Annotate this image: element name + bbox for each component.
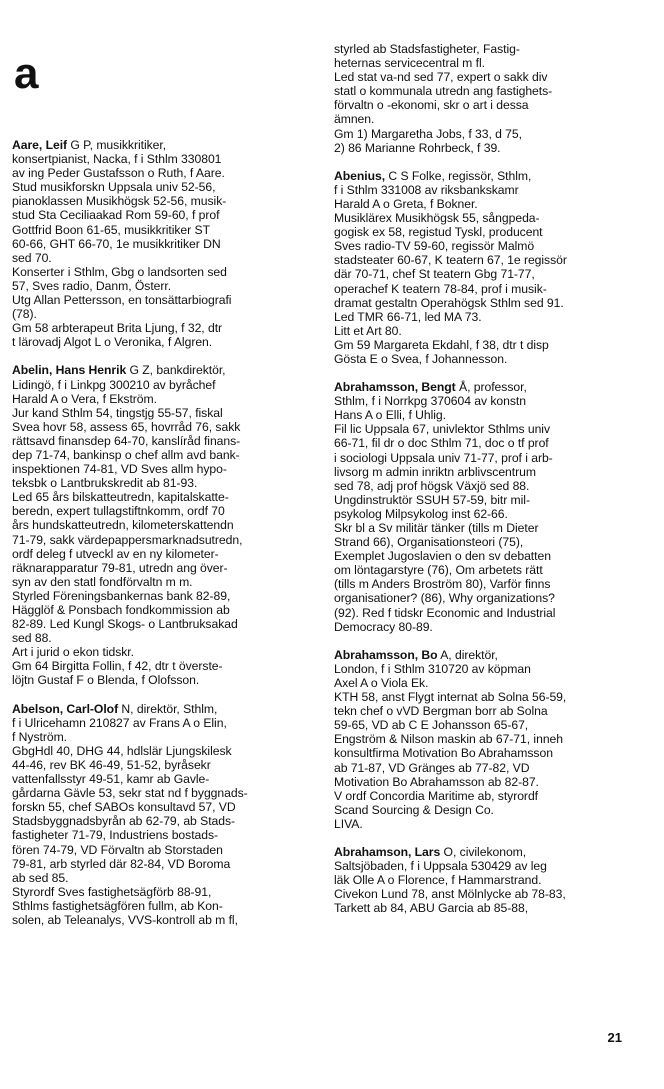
entry-line	[12, 716, 312, 730]
entry-line	[12, 321, 312, 335]
entry-line	[12, 857, 312, 871]
entry-line	[334, 718, 634, 732]
entry-text: 57, Sves radio, Danm, Österr.	[12, 278, 172, 293]
entry-text: beredn, expert tullagstiftnkomm, ordf 70	[12, 504, 225, 519]
entry-line	[334, 465, 634, 479]
entry-line	[334, 775, 634, 789]
entry-line	[12, 603, 312, 617]
entry-text: f i Ulricehamn 210827 av Frans A o Elin,	[12, 715, 227, 730]
entry-line	[12, 871, 312, 885]
entry-text: f Nyström.	[12, 729, 68, 744]
entry-text: ab 71-87, VD Gränges ab 77-82, VD	[334, 760, 530, 775]
entry-text: Harald A o Vera, f Ekström.	[12, 391, 157, 406]
entry-text: forskn 55, chef SABOs konsultavd 57, VD	[12, 800, 236, 815]
entry-line	[334, 310, 634, 324]
entry-line	[334, 169, 634, 183]
entry-text: Art i jurid o ekon tidskr.	[12, 645, 134, 660]
entry-line	[12, 307, 312, 321]
entry-line	[334, 676, 634, 690]
entry-line	[334, 436, 634, 450]
entry-text: G P, musikkritiker,	[67, 138, 167, 152]
entry-line	[12, 363, 312, 377]
entry-text: Sthlms fastighetsägfören fullm, ab Kon-	[12, 898, 223, 913]
entry-text: års hundskatteutredn, kilometerskattendn	[12, 518, 234, 533]
entry-line	[12, 885, 312, 899]
entry-line	[12, 758, 312, 772]
entry-text: konsertpianist, Nacka, f i Sthlm 330801	[12, 152, 222, 167]
entry-text: GbgHdl 40, DHG 44, hdlslär Ljungskilesk	[12, 743, 232, 758]
entry-text: Led TMR 66-71, led MA 73.	[334, 309, 482, 324]
entry-line	[334, 338, 634, 352]
entry-text: ordf deleg f utveckl av en ny kilometer-	[12, 546, 219, 561]
entry-text: Scand Sourcing & Design Co.	[334, 802, 494, 817]
entry-line	[12, 843, 312, 857]
entry-text: Skr bl a Sv militär tänker (tills m Dieter	[334, 521, 539, 535]
entry-line	[334, 549, 634, 563]
entry-text: Styrordf Sves fastighetsägförb 88-91,	[12, 884, 212, 899]
entry-name: Abrahamsson, Bengt	[334, 380, 456, 395]
entry-line	[12, 152, 312, 166]
entry-line	[12, 504, 312, 518]
entry-line	[334, 859, 634, 873]
entry-line	[12, 899, 312, 913]
entry-text: V ordf Concordia Maritime ab, styrordf	[334, 788, 539, 803]
entry-line	[334, 732, 634, 746]
entry-name: Abelin, Hans Henrik	[12, 363, 127, 378]
entry-text: stud Sta Ceciliaakad Rom 59-60, f prof	[12, 208, 220, 223]
entry-text: statl o kommunala utredn ang fastighets-	[334, 84, 553, 99]
entry-text: Engström & Nilson maskin ab 67-71, inneh	[334, 732, 564, 747]
entry-text: sed 78, adj prof högsk Växjö sed 88.	[334, 478, 530, 493]
entry-line	[12, 293, 312, 307]
entry-line	[334, 479, 634, 493]
entry-text: G Z, bankdirektör,	[126, 363, 226, 378]
biography-entry	[334, 648, 634, 831]
entry-text: t lärovadj Algot L o Veronika, f Algren.	[12, 335, 213, 350]
biography-entry	[12, 138, 312, 349]
entry-line	[334, 225, 634, 239]
left-column	[12, 0, 312, 941]
right-entries	[334, 42, 634, 915]
entry-line	[12, 420, 312, 434]
entry-line	[334, 197, 634, 211]
entry-text: Lidingö, f i Linkpg 300210 av byråchef	[12, 377, 216, 392]
entry-line	[12, 575, 312, 589]
biography-entry	[12, 702, 312, 928]
entry-text: fastigheter 71-79, Industriens bostads-	[12, 828, 219, 843]
entry-line	[334, 56, 634, 70]
entry-text: Saltsjöbaden, f i Uppsala 530429 av leg	[334, 859, 547, 874]
entry-text: dramat gestaltn Operahögsk Sthlm sed 91.	[334, 295, 564, 310]
entry-text: inspektionen 74-81, VD Sves allm hypo-	[12, 462, 227, 477]
entry-text: Hans A o Elli, f Uhlig.	[334, 408, 446, 423]
entry-line	[12, 828, 312, 842]
entry-line	[12, 265, 312, 279]
entry-text: Harald A o Greta, f Bokner.	[334, 196, 478, 211]
entry-text: Gm 58 arbterapeut Brita Ljung, f 32, dtr	[12, 321, 223, 336]
page-number: 21	[607, 1030, 622, 1045]
entry-line	[334, 42, 634, 56]
entry-text: Led 65 års bilskatteutredn, kapitalskatte-	[12, 490, 229, 505]
entry-text: (tills m Anders Broström 80), Varför finns	[334, 577, 551, 592]
entry-line	[334, 507, 634, 521]
entry-text: Ungdinstruktör SSUH 57-59, bitr mil-	[334, 492, 530, 507]
entry-line	[334, 648, 634, 662]
entry-line	[12, 730, 312, 744]
entry-line	[12, 138, 312, 152]
entry-text: av ing Peder Gustafsson o Ruth, f Aare.	[12, 166, 225, 181]
entry-text: löjtn Gustaf F o Blenda, f Olofsson.	[12, 673, 200, 688]
entry-line	[334, 704, 634, 718]
entry-line	[12, 659, 312, 673]
entry-line	[12, 378, 312, 392]
entry-text: pianoklassen Musikhögsk 52-56, musik-	[12, 194, 227, 209]
entry-line	[334, 408, 634, 422]
entry-text: 60-66, GHT 66-70, 1e musikkritiker DN	[12, 236, 221, 251]
entry-line	[334, 70, 634, 84]
entry-line	[12, 631, 312, 645]
entry-text: f i Sthlm 331008 av riksbankskamr	[334, 182, 519, 197]
entry-text: (92). Red f tidskr Economic and Industrial	[334, 605, 556, 620]
entry-name: Aare, Leif	[12, 138, 68, 152]
entry-line	[334, 873, 634, 887]
entry-line	[12, 617, 312, 631]
entry-line	[12, 448, 312, 462]
entry-text: Axel A o Viola Ek.	[334, 675, 429, 690]
entry-text: teksbk o Lantbrukskredit ab 81-93.	[12, 476, 198, 491]
entry-line	[12, 392, 312, 406]
entry-line	[334, 239, 634, 253]
entry-text: Stud musikforskn Uppsala univ 52-56,	[12, 180, 216, 195]
entry-line	[334, 521, 634, 535]
entry-text: N, direktör, Sthlm,	[118, 701, 218, 716]
entry-line	[12, 744, 312, 758]
entry-text: Å, professor,	[455, 380, 527, 395]
entry-text: Civekon Lund 78, anst Mölnlycke ab 78-83,	[334, 887, 566, 902]
entry-line	[334, 591, 634, 605]
entry-line	[12, 547, 312, 561]
entry-text: psykolog Milpsykolog inst 62-66.	[334, 506, 508, 521]
entry-line	[12, 673, 312, 687]
entry-text: 44-46, rev BK 46-49, 51-52, byråsekr	[12, 757, 211, 772]
entry-text: solen, ab Teleanalys, VVS-kontroll ab m fl,	[12, 912, 238, 927]
entry-text: Fil lic Uppsala 67, univlektor Sthlms univ	[334, 422, 551, 437]
right-column	[334, 42, 634, 929]
entry-text: Styrled Föreningsbankernas bank 82-89,	[12, 588, 231, 603]
entry-line	[334, 422, 634, 436]
entry-line	[12, 518, 312, 532]
entry-line	[334, 746, 634, 760]
entry-text: styrled ab Stadsfastigheter, Fastig-	[334, 42, 520, 56]
entry-name: Abrahamsson, Bo	[334, 647, 438, 662]
entry-text: vattenfallsstyr 49-51, kamr ab Gavle-	[12, 772, 210, 787]
entry-text: Musiklärex Musikhögsk 55, sångpeda-	[334, 211, 540, 226]
biography-entry	[334, 169, 634, 366]
entry-text: räknarapparatur 79-81, utredn ang över-	[12, 560, 228, 575]
entry-line	[12, 237, 312, 251]
entry-line	[334, 620, 634, 634]
entry-text: Motivation Bo Abrahamsson ab 82-87.	[334, 774, 539, 789]
entry-text: tekn chef o vVD Bergman borr ab Solna	[334, 704, 548, 719]
entry-text: Hägglöf & Ponsbach fondkommission ab	[12, 603, 230, 617]
entry-line	[12, 490, 312, 504]
entry-text: O, civilekonom,	[440, 844, 527, 859]
entry-text: heternas servicecentral m fl.	[334, 56, 485, 71]
entry-line	[12, 772, 312, 786]
entry-text: Gm 1) Margaretha Jobs, f 33, d 75,	[334, 126, 522, 141]
entry-text: 66-71, fil dr o doc Sthlm 71, doc o tf prof	[334, 436, 549, 451]
entry-text: 2) 86 Marianne Rohrbeck, f 39.	[334, 140, 501, 155]
entry-text: om löntagarstyre (76), Om arbetets rätt	[334, 563, 543, 578]
entry-line	[334, 761, 634, 775]
entry-line	[334, 98, 634, 112]
entry-line	[12, 335, 312, 349]
entry-text: sed 88.	[12, 631, 52, 646]
entry-text: Democracy 80-89.	[334, 619, 433, 634]
entry-text: Gottfrid Boon 61-65, musikkritiker ST	[12, 222, 210, 237]
biography-entry	[334, 380, 634, 634]
entry-line	[334, 84, 634, 98]
entry-text: livsorg m admin inriktn arblivscentrum	[334, 464, 536, 479]
entry-line	[334, 535, 634, 549]
entry-text: sed 70.	[12, 250, 52, 265]
entry-line	[334, 267, 634, 281]
entry-text: dep 71-74, bankinsp o chef allm avd bank-	[12, 447, 240, 462]
entry-text: ämnen.	[334, 112, 375, 127]
entry-text: syn av den statl fondförvaltn m m.	[12, 574, 193, 589]
entry-name: Abelson, Carl-Olof	[12, 701, 119, 716]
entry-line	[12, 462, 312, 476]
entry-text: Konserter i Sthlm, Gbg o landsorten sed	[12, 264, 227, 279]
entry-text: gårdarna Gävle 53, sekr stat nd f byggnads-	[12, 786, 248, 801]
entry-text: i sociologi Uppsala univ 71-77, prof i arb-	[334, 450, 553, 465]
entry-text: (78).	[12, 307, 37, 322]
entry-line	[12, 476, 312, 490]
entry-text: Svea hovr 58, assess 65, hovrråd 76, sakk	[12, 419, 241, 434]
entry-line	[12, 533, 312, 547]
entry-text: Jur kand Sthlm 54, tingstjg 55-57, fiskal	[12, 405, 223, 420]
entry-line	[334, 493, 634, 507]
entry-line	[12, 251, 312, 265]
entry-line	[334, 296, 634, 310]
entry-line	[334, 394, 634, 408]
entry-text: läk Olle A o Florence, f Hammarstrand.	[334, 873, 542, 888]
entry-text: organisationer? (86), Why organizations?	[334, 591, 555, 606]
entry-line	[12, 166, 312, 180]
entry-text: Sthlm, f i Norrkpg 370604 av konstn	[334, 394, 526, 409]
entry-line	[334, 127, 634, 141]
entry-text: stadsteater 60-67, K teatern 67, 1e regissör	[334, 253, 567, 268]
entry-line	[334, 577, 634, 591]
entry-text: Gösta E o Svea, f Johannesson.	[334, 351, 508, 366]
biography-entry	[334, 42, 634, 155]
entry-line	[334, 253, 634, 267]
entry-text: Gm 64 Birgitta Follin, f 42, dtr t överste-	[12, 659, 223, 674]
entry-line	[12, 434, 312, 448]
entry-name: Abrahamson, Lars	[334, 844, 441, 859]
entry-line	[334, 282, 634, 296]
biography-entry	[334, 845, 634, 915]
entry-text: gogisk ex 58, registud Tyskl, producent	[334, 225, 543, 240]
entry-text: Exemplet Jugoslavien o den sv debatten	[334, 549, 551, 564]
entry-text: rättsavd finansdep 64-70, kanslíråd finans-	[12, 433, 241, 448]
entry-line	[12, 194, 312, 208]
entry-text: ab sed 85.	[12, 870, 69, 885]
entry-line	[12, 180, 312, 194]
entry-line	[12, 279, 312, 293]
entry-text: Sves radio-TV 59-60, regissör Malmö	[334, 239, 535, 254]
entry-text: C S Folke, regissör, Sthlm,	[385, 168, 532, 183]
entry-line	[334, 112, 634, 126]
entry-text: LIVA.	[334, 816, 363, 831]
entry-text: fören 74-79, VD Förvaltn ab Storstaden	[12, 842, 223, 857]
entry-text: 59-65, VD ab C E Johansson 65-67,	[334, 718, 529, 733]
entry-text: London, f i Sthlm 310720 av köpman	[334, 661, 531, 676]
entry-line	[12, 589, 312, 603]
entry-text: 71-79, sakk värdepappersmarknadsutredn,	[12, 532, 243, 547]
entry-line	[334, 789, 634, 803]
entry-line	[12, 561, 312, 575]
left-entries	[12, 138, 312, 927]
entry-line	[334, 901, 634, 915]
entry-text: A, direktör,	[437, 647, 498, 662]
entry-line	[12, 208, 312, 222]
entry-line	[12, 406, 312, 420]
entry-line	[334, 817, 634, 831]
entry-line	[12, 702, 312, 716]
entry-text: där 70-71, chef St teatern Gbg 71-77,	[334, 267, 535, 282]
entry-line	[334, 352, 634, 366]
entry-line	[334, 563, 634, 577]
entry-text: Gm 59 Margareta Ekdahl, f 38, dtr t disp	[334, 337, 549, 352]
entry-line	[334, 690, 634, 704]
entry-text: Led stat va-nd sed 77, expert o sakk div	[334, 70, 548, 85]
entry-text: Stadsbyggnadsbyrån ab 62-79, ab Stads-	[12, 814, 236, 829]
biography-entry	[12, 363, 312, 687]
entry-line	[12, 800, 312, 814]
entry-line	[334, 141, 634, 155]
entry-line	[334, 324, 634, 338]
entry-text: Tarkett ab 84, ABU Garcia ab 85-88,	[334, 901, 529, 916]
entry-line	[12, 786, 312, 800]
entry-line	[12, 913, 312, 927]
entry-line	[334, 183, 634, 197]
entry-text: operachef K teatern 78-84, prof i musik-	[334, 281, 547, 296]
entry-line	[334, 662, 634, 676]
entry-text: förvaltn o -ekonomi, skr o art i dessa	[334, 98, 529, 113]
entry-text: Litt et Art 80.	[334, 323, 402, 338]
entry-line	[334, 845, 634, 859]
entry-text: Strand 66), Organisationsteori (75),	[334, 535, 524, 550]
entry-line	[334, 803, 634, 817]
entry-name: Abenius,	[334, 168, 386, 183]
entry-text: konsultfirma Motivation Bo Abrahamsson	[334, 746, 553, 761]
entry-text: 82-89. Led Kungl Skogs- o Lantbruksakad	[12, 617, 238, 632]
entry-line	[12, 645, 312, 659]
entry-text: 79-81, arb styrled där 82-84, VD Boroma	[12, 856, 231, 871]
entry-line	[334, 451, 634, 465]
section-letter: a	[14, 49, 39, 98]
entry-line	[12, 223, 312, 237]
entry-line	[334, 606, 634, 620]
entry-line	[334, 887, 634, 901]
entry-text: KTH 58, anst Flygt internat ab Solna 56-59,	[334, 690, 567, 705]
entry-line	[334, 380, 634, 394]
entry-text: Utg Allan Pettersson, en tonsättarbiografi	[12, 293, 232, 308]
entry-line	[12, 814, 312, 828]
entry-line	[334, 211, 634, 225]
